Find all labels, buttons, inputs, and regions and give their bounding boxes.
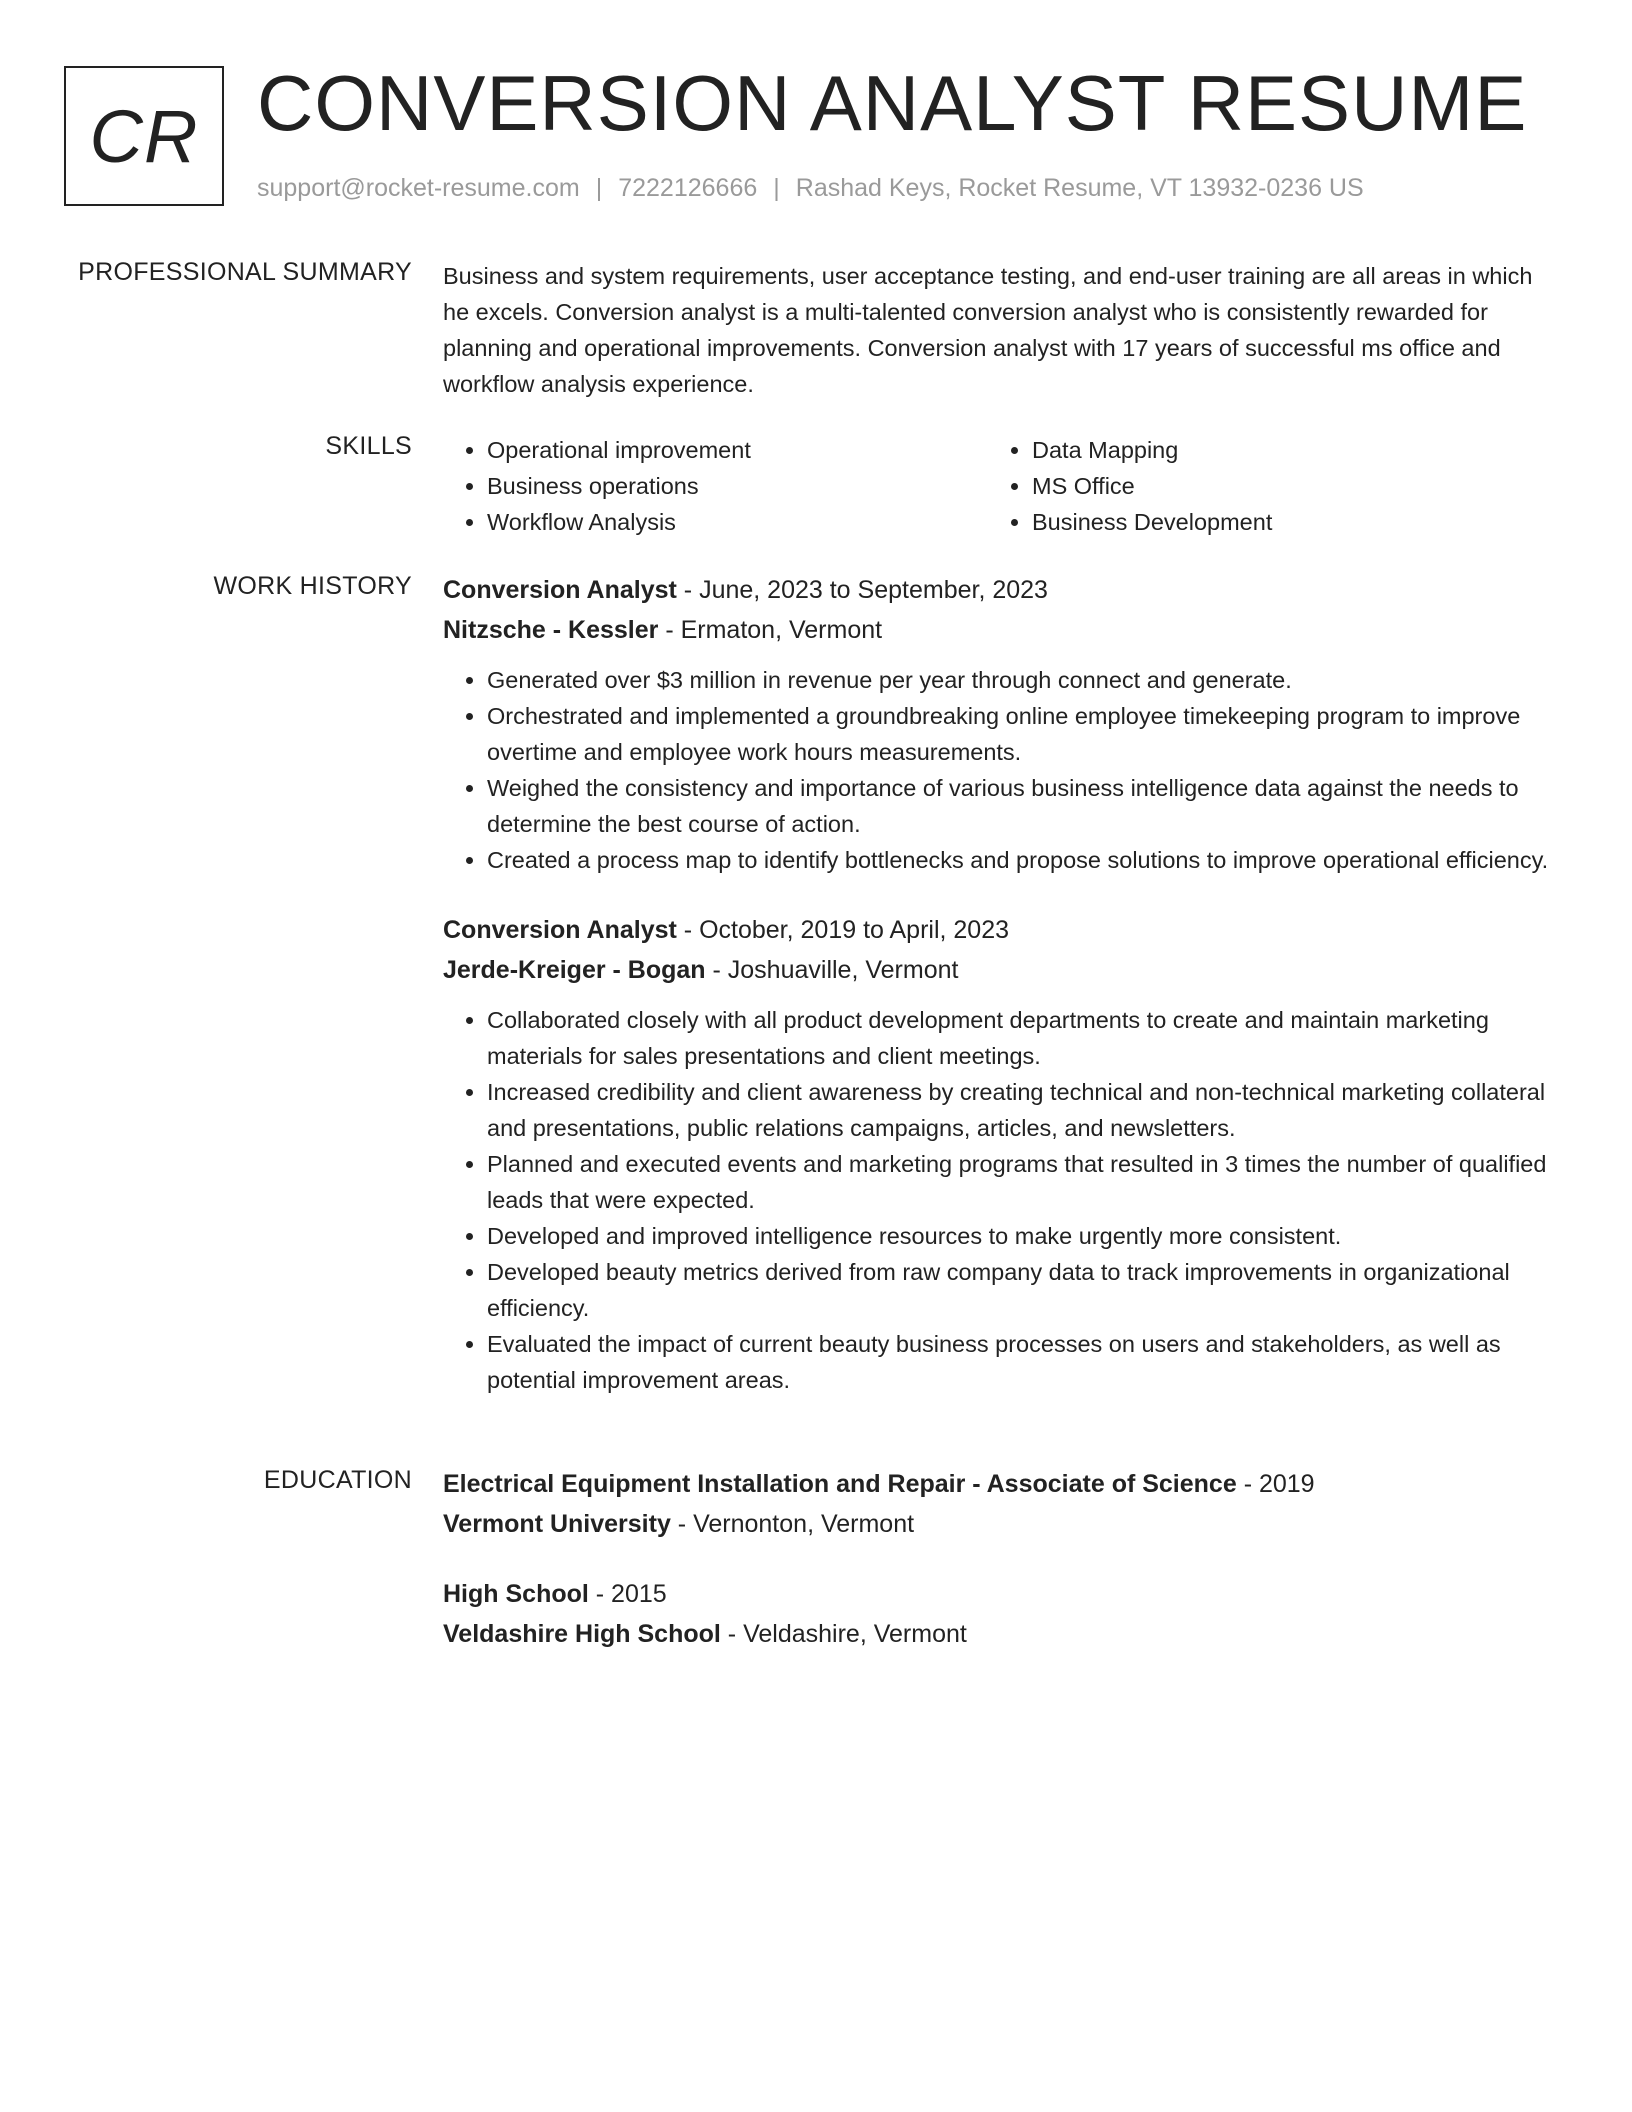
skill-item: • MS Office: [1032, 468, 1533, 504]
skill-item: • Workflow Analysis: [487, 504, 988, 540]
job-bullet: • Weighed the consistency and importance of various business intelligence data against the needs to determine the best course of action.: [487, 770, 1553, 842]
education-entry: [443, 1464, 1553, 1544]
education-degree-line: [443, 1464, 1553, 1504]
contact-email: support@rocket-resume.com: [257, 174, 580, 202]
section-heading-summary: PROFESSIONAL SUMMARY: [78, 258, 412, 286]
job-bullet: • Developed beauty metrics derived from raw company data to track improvements in organizational efficiency.: [487, 1254, 1553, 1326]
skill-item: • Data Mapping: [1032, 432, 1533, 468]
education-degree: Electrical Equipment Installation and Repair - Associate of Science: [443, 1470, 1237, 1498]
skill-item: • Business Development: [1032, 504, 1533, 540]
contact-separator: |: [773, 174, 780, 202]
job-location: - Joshuaville, Vermont: [705, 956, 959, 984]
monogram-initials: CR: [89, 94, 199, 178]
contact-phone: 7222126666: [618, 174, 758, 202]
education-degree-line: [443, 1574, 1553, 1614]
education-location: - Veldashire, Vermont: [720, 1620, 967, 1648]
job-bullet: • Collaborated closely with all product development departments to create and maintain marketing materials for sales presentations and client meetings.: [487, 1002, 1553, 1074]
job-bullet: • Created a process map to identify bottlenecks and propose solutions to improve operational efficiency.: [487, 842, 1553, 878]
education-degree: High School: [443, 1580, 589, 1608]
job-title: Conversion Analyst: [443, 916, 677, 944]
job-bullets: [443, 662, 1553, 878]
contact-line: [257, 174, 1364, 203]
contact-address: Rashad Keys, Rocket Resume, VT 13932-0236 US: [795, 174, 1364, 202]
skills-list-left: [443, 432, 988, 540]
job-bullet: • Developed and improved intelligence resources to make urgently more consistent.: [487, 1218, 1553, 1254]
monogram-logo: [64, 66, 224, 206]
job-entry: [443, 910, 1553, 1398]
education-body: [443, 1464, 1553, 1654]
resume-title: CONVERSION ANALYST RESUME: [257, 59, 1528, 147]
job-entry: [443, 570, 1553, 878]
job-bullets: [443, 1002, 1553, 1398]
education-entry: [443, 1574, 1553, 1654]
skills-body: [443, 432, 1553, 540]
job-company-line: [443, 950, 1553, 990]
education-year: - 2019: [1236, 1470, 1315, 1498]
section-heading-skills: SKILLS: [325, 432, 412, 460]
education-location: - Vernonton, Vermont: [670, 1510, 915, 1538]
job-bullet: • Evaluated the impact of current beauty business processes on users and stakeholders, as well as potential improvement areas.: [487, 1326, 1553, 1398]
education-school: Veldashire High School: [443, 1620, 721, 1648]
education-school-line: [443, 1504, 1553, 1544]
skill-item: • Operational improvement: [487, 432, 988, 468]
job-dates: - October, 2019 to April, 2023: [676, 916, 1010, 944]
summary-body: [443, 258, 1553, 402]
job-bullet: • Generated over $3 million in revenue per year through connect and generate.: [487, 662, 1553, 698]
job-company: Nitzsche - Kessler: [443, 616, 659, 644]
section-heading-education: EDUCATION: [263, 1466, 412, 1494]
job-bullet: • Planned and executed events and marketing programs that resulted in 3 times the number of qualified leads that were expected.: [487, 1146, 1553, 1218]
work-history-body: [443, 570, 1553, 1398]
job-title-line: [443, 910, 1553, 950]
job-bullet: • Orchestrated and implemented a groundbreaking online employee timekeeping program to improve overtime and employee work hours measurements.: [487, 698, 1553, 770]
job-title: Conversion Analyst: [443, 576, 677, 604]
job-location: - Ermaton, Vermont: [658, 616, 883, 644]
education-school: Vermont University: [443, 1510, 671, 1538]
contact-separator: |: [595, 174, 603, 202]
job-company-line: [443, 610, 1553, 650]
skill-item: • Business operations: [487, 468, 988, 504]
job-company: Jerde-Kreiger - Bogan: [443, 956, 706, 984]
summary-text: Business and system requirements, user acceptance testing, and end-user training are all areas in which he excels. Conversion analyst is a multi-talented conversion analyst who is consistently rewarded for planning and operational improvements. Conversion analyst with 17 years of successful ms office and workflow analysis experience.: [443, 263, 1533, 397]
job-title-line: [443, 570, 1553, 610]
skills-list-right: [988, 432, 1533, 540]
education-year: - 2015: [588, 1580, 667, 1608]
education-school-line: [443, 1614, 1553, 1654]
skills-columns: [443, 432, 1553, 540]
section-heading-work-history: WORK HISTORY: [213, 572, 412, 600]
job-bullet: • Increased credibility and client awareness by creating technical and non-technical marketing collateral and presentations, public relations campaigns, articles, and newsletters.: [487, 1074, 1553, 1146]
job-dates: - June, 2023 to September, 2023: [676, 576, 1048, 604]
